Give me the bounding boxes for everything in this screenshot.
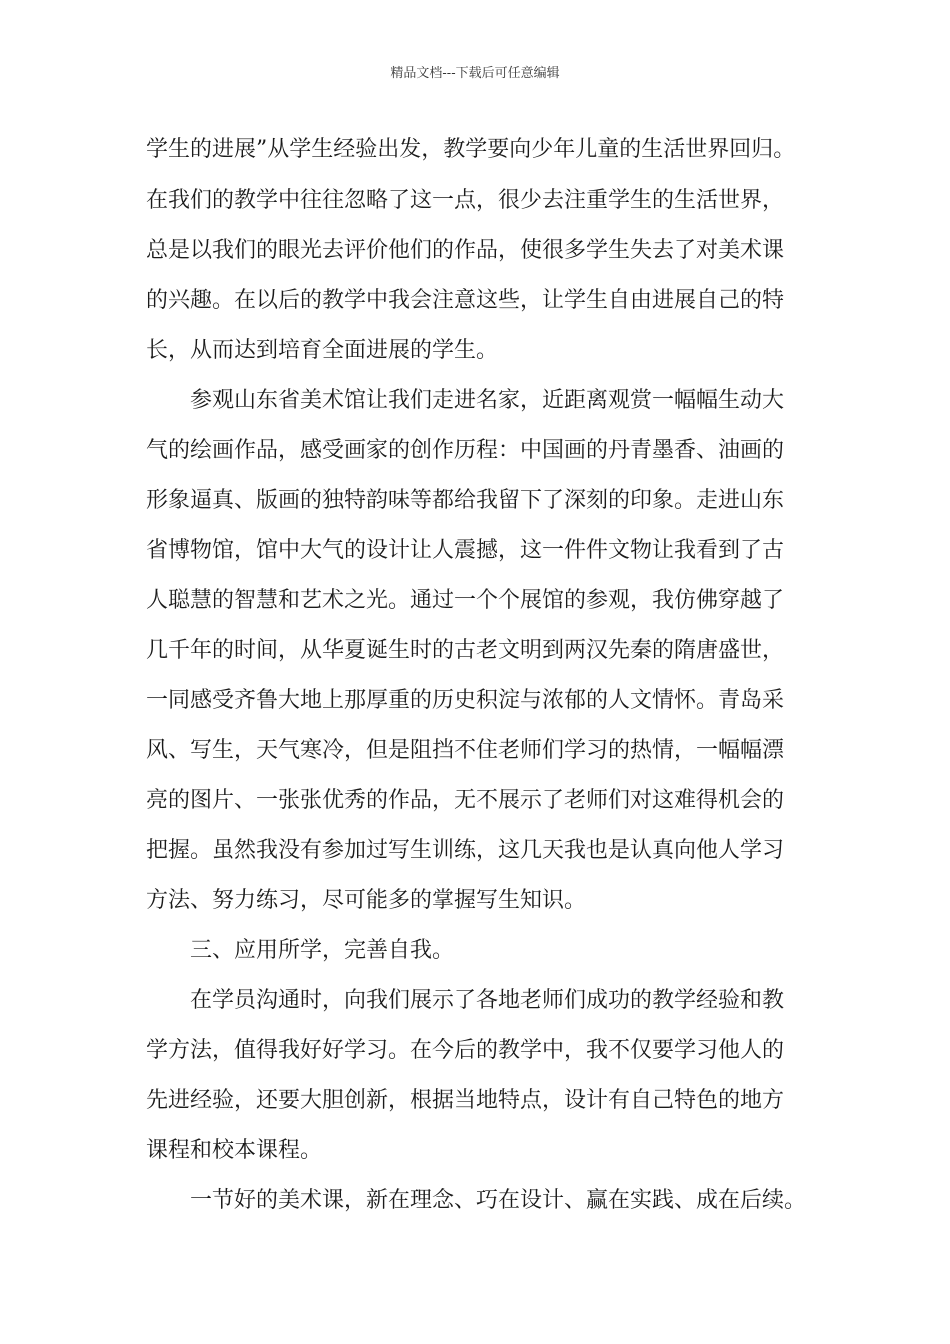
- text-line: 几千年的时间，从华夏诞生时的古老文明到两汉先秦的隋唐盛世，: [146, 638, 785, 663]
- page-header: 精品文档---下载后可任意编辑: [390, 66, 560, 81]
- text-line: 参观山东省美术馆让我们走进名家，近距离观赏一幅幅生动大: [190, 388, 785, 413]
- text-line: 一节好的美术课，新在理念、巧在设计、赢在实践、成在后续。: [190, 1188, 807, 1213]
- text-line: 长，从而达到培育全面进展的学生。: [146, 338, 499, 363]
- text-line: 风、写生，天气寒冷，但是阻挡不住老师们学习的热情，一幅幅漂: [146, 738, 785, 763]
- text-line: 学方法，值得我好好学习。在今后的教学中，我不仅要学习他人的: [146, 1038, 785, 1063]
- text-line: 课程和校本课程。: [146, 1138, 323, 1163]
- text-line: 省博物馆，馆中大气的设计让人震撼，这一件件文物让我看到了古: [146, 538, 785, 563]
- text-line: 气的绘画作品，感受画家的创作历程：中国画的丹青墨香、油画的: [146, 438, 785, 463]
- text-line: 学生的进展”从学生经验出发，教学要向少年儿童的生活世界回归。: [146, 137, 796, 162]
- text-line: 先进经验，还要大胆创新，根据当地特点，设计有自己特色的地方: [146, 1088, 785, 1113]
- text-line: 在我们的教学中往往忽略了这一点，很少去注重学生的生活世界，: [146, 188, 785, 213]
- text-line: 把握。虽然我没有参加过写生训练，这几天我也是认真向他人学习: [146, 838, 785, 863]
- text-line: 形象逼真、版画的独特韵味等都给我留下了深刻的印象。走进山东: [146, 488, 785, 513]
- text-line: 方法、努力练习，尽可能多的掌握写生知识。: [146, 888, 587, 913]
- text-line: 的兴趣。在以后的教学中我会注意这些，让学生自由进展自己的特: [146, 288, 785, 313]
- text-line: 人聪慧的智慧和艺术之光。通过一个个展馆的参观，我仿佛穿越了: [146, 588, 785, 613]
- text-line: 亮的图片、一张张优秀的作品，无不展示了老师们对这难得机会的: [146, 788, 785, 813]
- text-line: 总是以我们的眼光去评价他们的作品，使很多学生失去了对美术课: [146, 238, 785, 263]
- section-heading: 三、应用所学，完善自我。: [190, 938, 455, 963]
- text-line: 一同感受齐鲁大地上那厚重的历史积淀与浓郁的人文情怀。青岛采: [146, 688, 785, 713]
- text-line: 在学员沟通时，向我们展示了各地老师们成功的教学经验和教: [190, 988, 785, 1013]
